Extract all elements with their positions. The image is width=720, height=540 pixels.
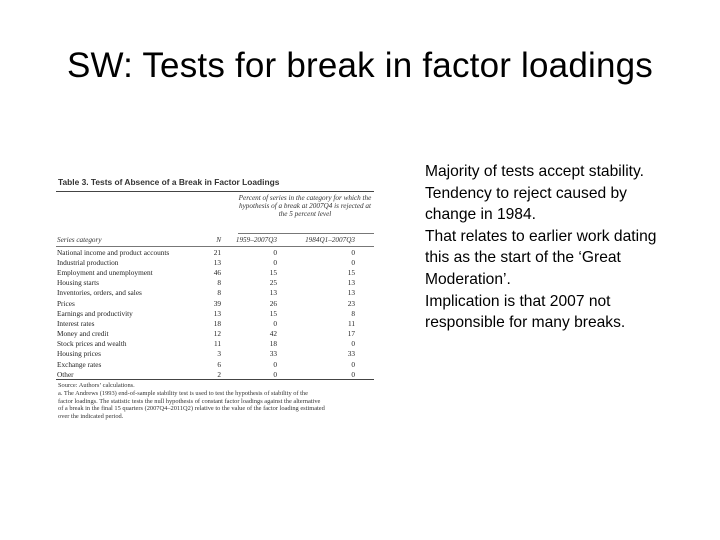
row-category: Other (57, 369, 74, 379)
row-n: 13 (213, 257, 221, 267)
table-group-header (56, 192, 374, 234)
col-header-a: 1959–2007Q3 (235, 236, 277, 244)
slide-title: SW: Tests for break in factor loadings (66, 46, 654, 85)
row-n: 21 (213, 247, 221, 257)
row-b: 0 (351, 247, 355, 257)
table-row (56, 298, 374, 308)
row-a: 0 (273, 359, 277, 369)
body-line: Tendency to reject caused by (425, 184, 627, 202)
source-line: Source: Authors’ calculations. (58, 382, 135, 390)
table-figure (56, 174, 374, 436)
col-header-b: 1984Q1–2007Q3 (305, 236, 355, 244)
row-n: 8 (217, 288, 221, 298)
row-n: 6 (217, 359, 221, 369)
row-b: 11 (347, 318, 355, 328)
source-line: of a break in the final 15 quarters (2007Q4–2011Q2) relative to the value of the factor loading estimated (58, 405, 325, 413)
row-a: 25 (269, 278, 277, 288)
row-a: 13 (269, 288, 277, 298)
row-category: Money and credit (57, 329, 109, 339)
row-n: 18 (213, 318, 221, 328)
row-a: 15 (269, 267, 277, 277)
row-a: 26 (269, 298, 277, 308)
table-row (56, 308, 374, 318)
table-bottom-rule (56, 379, 374, 380)
row-n: 11 (213, 339, 221, 349)
table-row (56, 288, 374, 298)
body-line: Implication is that 2007 not (425, 292, 611, 310)
row-b: 33 (347, 349, 355, 359)
row-a: 0 (273, 369, 277, 379)
row-a: 0 (273, 247, 277, 257)
table-row (56, 318, 374, 328)
row-a: 0 (273, 318, 277, 328)
row-b: 0 (351, 257, 355, 267)
row-category: Housing starts (57, 278, 99, 288)
slide-body-text (425, 161, 715, 334)
body-line: That relates to earlier work dating (425, 227, 657, 245)
source-line: factor loadings. The statistic tests the null hypothesis of constant factor loadings against the alternative (58, 397, 321, 405)
row-a: 33 (269, 349, 277, 359)
row-b: 15 (347, 267, 355, 277)
table-row (56, 329, 374, 339)
table-caption: Table 3. Tests of Absence of a Break in Factor Loadings (58, 177, 280, 187)
body-line: this as the start of the ‘Great (425, 249, 621, 267)
body-line: Majority of tests accept stability. (425, 163, 644, 180)
row-b: 0 (351, 369, 355, 379)
row-a: 42 (269, 329, 277, 339)
body-line: Moderation’. (425, 270, 511, 288)
body-line: responsible for many breaks. (425, 314, 626, 332)
table-column-header (56, 234, 374, 246)
row-b: 13 (347, 288, 355, 298)
row-b: 17 (347, 329, 355, 339)
table-row (56, 339, 374, 349)
row-a: 0 (273, 257, 277, 267)
row-n: 13 (213, 308, 221, 318)
table-row (56, 247, 374, 257)
table-row (56, 369, 374, 379)
row-category: Inventories, orders, and sales (57, 288, 142, 298)
row-n: 12 (213, 329, 221, 339)
row-n: 3 (217, 349, 221, 359)
row-b: 0 (351, 339, 355, 349)
row-category: Stock prices and wealth (57, 339, 127, 349)
col-header-n: N (216, 236, 221, 244)
row-a: 18 (269, 339, 277, 349)
row-category: Employment and unemployment (57, 267, 153, 277)
row-n: 2 (217, 369, 221, 379)
row-category: National income and product accounts (57, 247, 170, 257)
row-n: 39 (213, 298, 221, 308)
row-category: Industrial production (57, 257, 119, 267)
body-line: change in 1984. (425, 206, 536, 224)
row-n: 8 (217, 278, 221, 288)
row-category: Earnings and productivity (57, 308, 133, 318)
row-b: 8 (351, 308, 355, 318)
source-line: a. The Andrews (1993) end-of-sample stability test is used to test the hypothesis of stability of the (58, 390, 308, 398)
table-row (56, 349, 374, 359)
row-b: 23 (347, 298, 355, 308)
table-row (56, 359, 374, 369)
col-header-category: Series category (57, 236, 102, 244)
row-a: 15 (269, 308, 277, 318)
table-body (56, 247, 374, 379)
source-line: over the indicated period. (58, 412, 124, 420)
group-header-text: Percent of series in the category for which the hypothesis of a break at 2007Q4 is rejected at the 5 percent level (238, 194, 372, 219)
row-category: Prices (57, 298, 75, 308)
table-row (56, 257, 374, 267)
table-source-note (56, 382, 374, 420)
row-b: 0 (351, 359, 355, 369)
table-row (56, 278, 374, 288)
row-b: 13 (347, 278, 355, 288)
row-category: Interest rates (57, 318, 95, 328)
table-row (56, 267, 374, 277)
row-n: 46 (213, 267, 221, 277)
row-category: Exchange rates (57, 359, 102, 369)
row-category: Housing prices (57, 349, 101, 359)
